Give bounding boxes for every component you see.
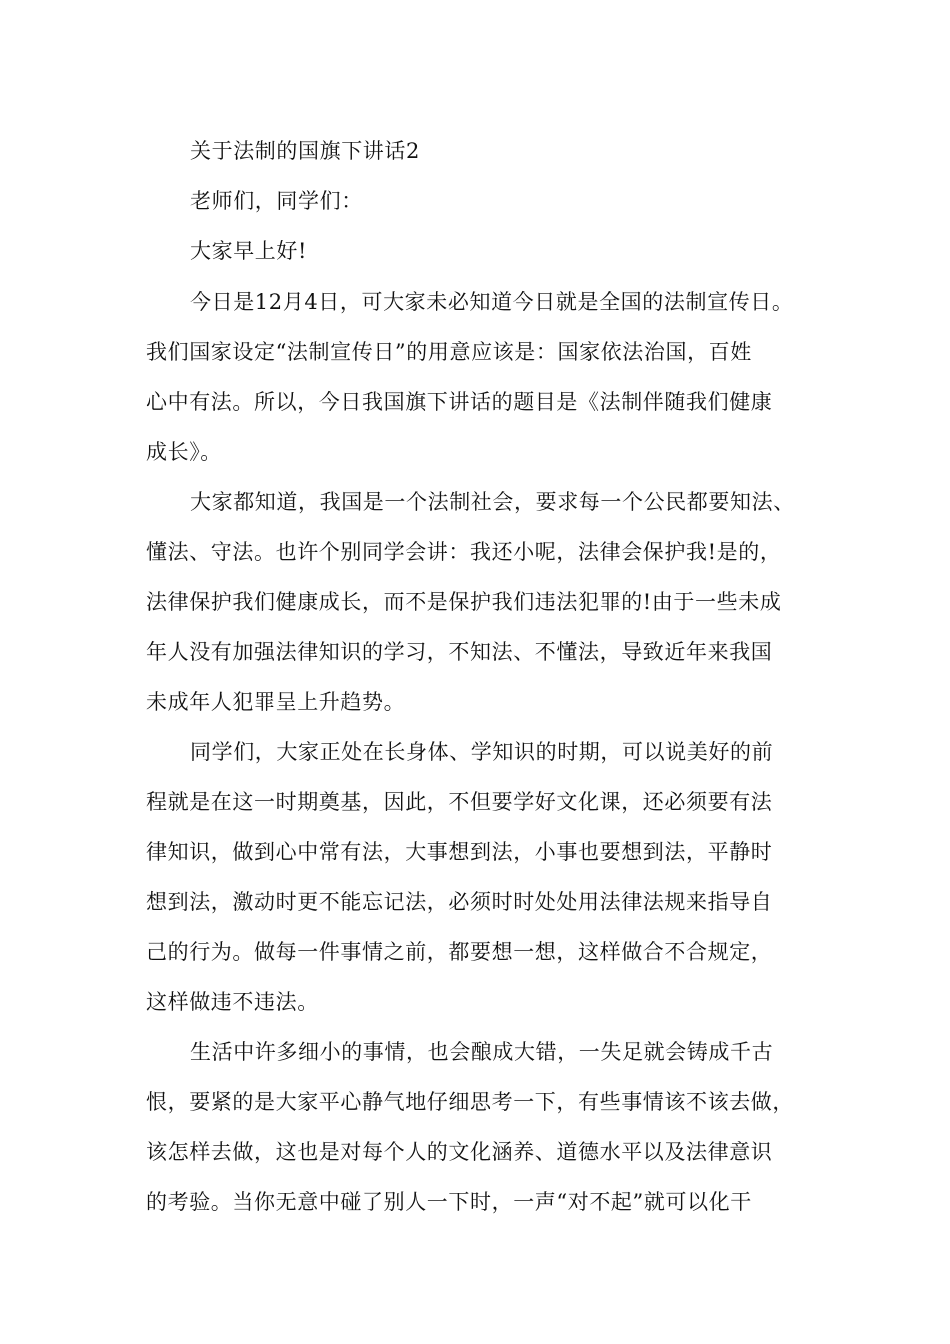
paragraph-line: 今日是12月4日，可大家未必知道今日就是全国的法制宣传日。 (190, 290, 794, 314)
paragraph-line: 年人没有加强法律知识的学习，不知法、不懂法，导致近年来我国 (146, 640, 773, 664)
paragraph-line: 我们国家设定“法制宣传日”的用意应该是：国家依法治国，百姓 (146, 340, 752, 364)
salutation: 大家早上好! (190, 239, 308, 263)
paragraph-line: 该怎样去做，这也是对每个人的文化涵养、道德水平以及法律意识 (146, 1140, 773, 1164)
paragraph-line: 未成年人犯罪呈上升趋势。 (146, 690, 406, 714)
paragraph-line: 大家都知道，我国是一个法制社会，要求每一个公民都要知法、 (190, 490, 795, 514)
paragraph-line: 程就是在这一时期奠基，因此，不但要学好文化课，还必须要有法 (146, 790, 773, 814)
paragraph-line: 法律保护我们健康成长，而不是保护我们违法犯罪的!由于一些未成 (146, 590, 782, 614)
paragraph-line: 想到法，激动时更不能忘记法，必须时时处处用法律法规来指导自 (146, 890, 773, 914)
paragraph-line: 心中有法。所以，今日我国旗下讲话的题目是《法制伴随我们健康 (146, 390, 773, 414)
paragraph-line: 律知识，做到心中常有法，大事想到法，小事也要想到法，平静时 (146, 840, 773, 864)
document-title: 关于法制的国旗下讲话2 (190, 139, 420, 163)
paragraph-line: 己的行为。做每一件事情之前，都要想一想，这样做合不合规定， (146, 940, 773, 964)
paragraph-line: 同学们，大家正处在长身体、学知识的时期，可以说美好的前 (190, 740, 774, 764)
paragraph-line: 的考验。当你无意中碰了别人一下时，一声“对不起”就可以化干 (146, 1190, 752, 1214)
paragraph-line: 生活中许多细小的事情，也会酿成大错，一失足就会铸成千古 (190, 1040, 774, 1064)
paragraph-line: 成长》。 (146, 440, 222, 464)
greeting: 老师们，同学们： (190, 189, 363, 213)
paragraph-line: 恨，要紧的是大家平心静气地仔细思考一下，有些事情该不该去做， (146, 1090, 794, 1114)
paragraph-line: 这样做违不违法。 (146, 990, 319, 1014)
paragraph-line: 懂法、守法。也许个别同学会讲：我还小呢，法律会保护我!是的， (146, 540, 782, 564)
